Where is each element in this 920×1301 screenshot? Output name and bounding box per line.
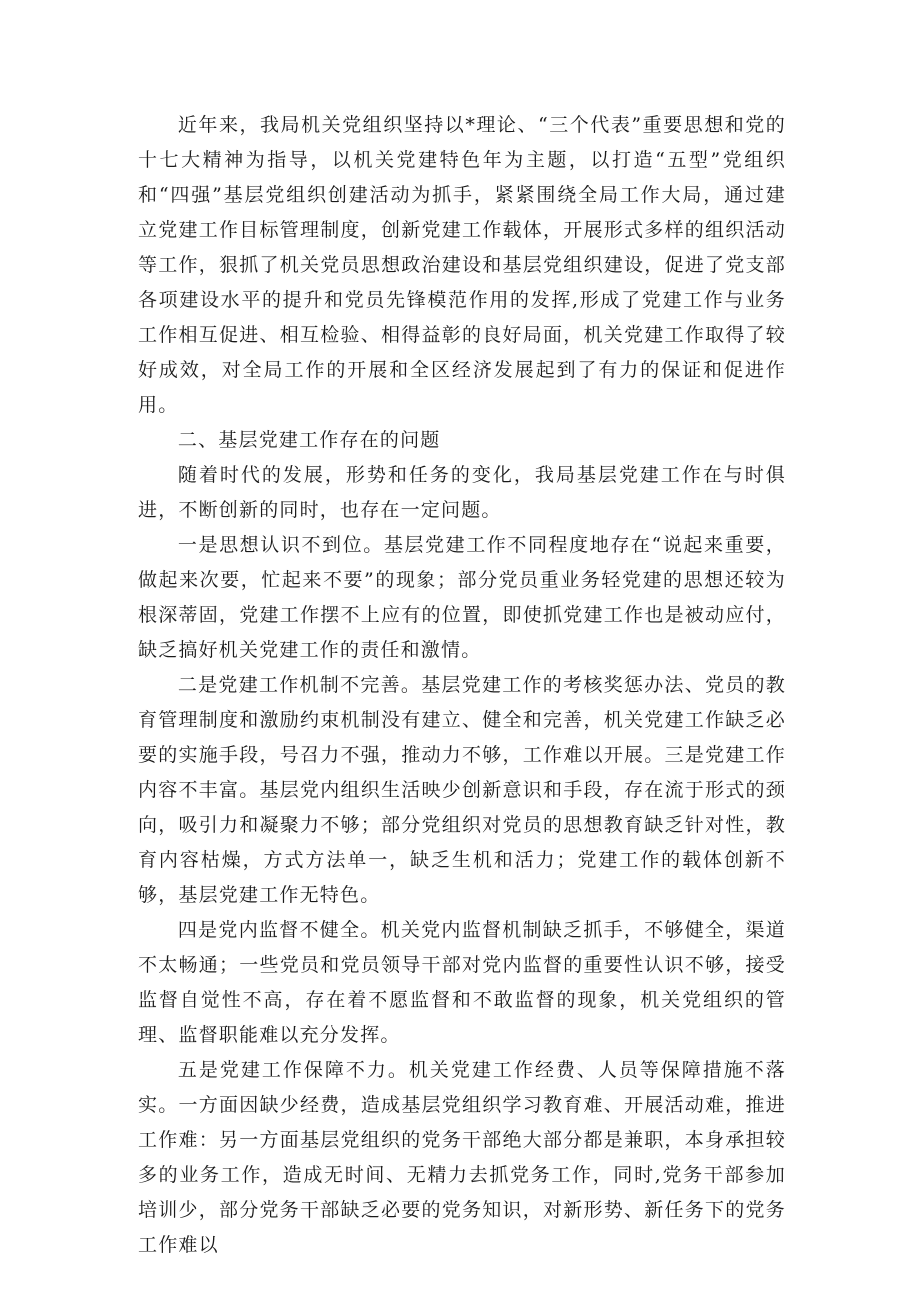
section-heading: 二、基层党建工作存在的问题 — [177, 429, 441, 451]
paragraph-problems-intro: 随着时代的发展，形势和任务的变化，我局基层党建工作在与时俱进，不断创新的同时，也存在一定问题。 — [138, 464, 786, 521]
paragraph-point-five: 五是党建工作保障不力。机关党建工作经费、人员等保障措施不落实。一方面因缺少经费，造成基层党组织学习教育难、开展活动难，推进工作难：另一方面基层党组织的党务干部绝大部分都是兼职，本身承担较多的业务工作，造成无时间、无精力去抓党务工作，同时,党务干部参加培训少，部分党务干部缺乏必要的党务知识，对新形势、新任务下的党务工作难以 — [138, 1059, 786, 1256]
paragraph-intro: 近年来，我局机关党组织坚持以*理论、“三个代表”重要思想和党的十七大精神为指导，以机关党建特色年为主题，以打造“五型”党组织和“四强”基层党组织创建活动为抓手，紧紧围绕全局工作大局，通过建立党建工作目标管理制度，创新党建工作载体，开展形式多样的组织活动等工作，狠抓了机关党员思想政治建设和基层党组织建设，促进了党支部各项建设水平的提升和党员先锋模范作用的发挥,形成了党建工作与业务工作相互促进、相互检验、相得益彰的良好局面，机关党建工作取得了较好成效，对全局工作的开展和全区经济发展起到了有力的保证和促进作用。 — [138, 114, 786, 416]
paragraph-point-one: 一是思想认识不到位。基层党建工作不同程度地存在“说起来重要，做起来次要，忙起来不要”的现象；部分党员重业务轻党建的思想还较为根深蒂固，党建工作摆不上应有的位置，即使抓党建工作也是被动应付，缺乏搞好机关党建工作的责任和激情。 — [138, 534, 786, 661]
document-page — [138, 108, 786, 1263]
paragraph-point-two-three: 二是党建工作机制不完善。基层党建工作的考核奖惩办法、党员的教育管理制度和激励约束机制没有建立、健全和完善，机关党建工作缺乏必要的实施手段，号召力不强，推动力不够，工作难以开展。三是党建工作内容不丰富。基层党内组织生活映少创新意识和手段，存在流于形式的颈向，吸引力和凝聚力不够；部分党组织对党员的思想教育缺乏针对性，教育内容枯燥，方式方法单一，缺乏生机和活力；党建工作的载体创新不够，基层党建工作无特色。 — [138, 674, 786, 906]
paragraph-point-four: 四是党内监督不健全。机关党内监督机制缺乏抓手，不够健全，渠道不太畅通；一些党员和党员领导干部对党内监督的重要性认识不够，接受监督自觉性不高，存在着不愿监督和不敢监督的现象，机关党组织的管理、监督职能难以充分发挥。 — [138, 919, 786, 1046]
